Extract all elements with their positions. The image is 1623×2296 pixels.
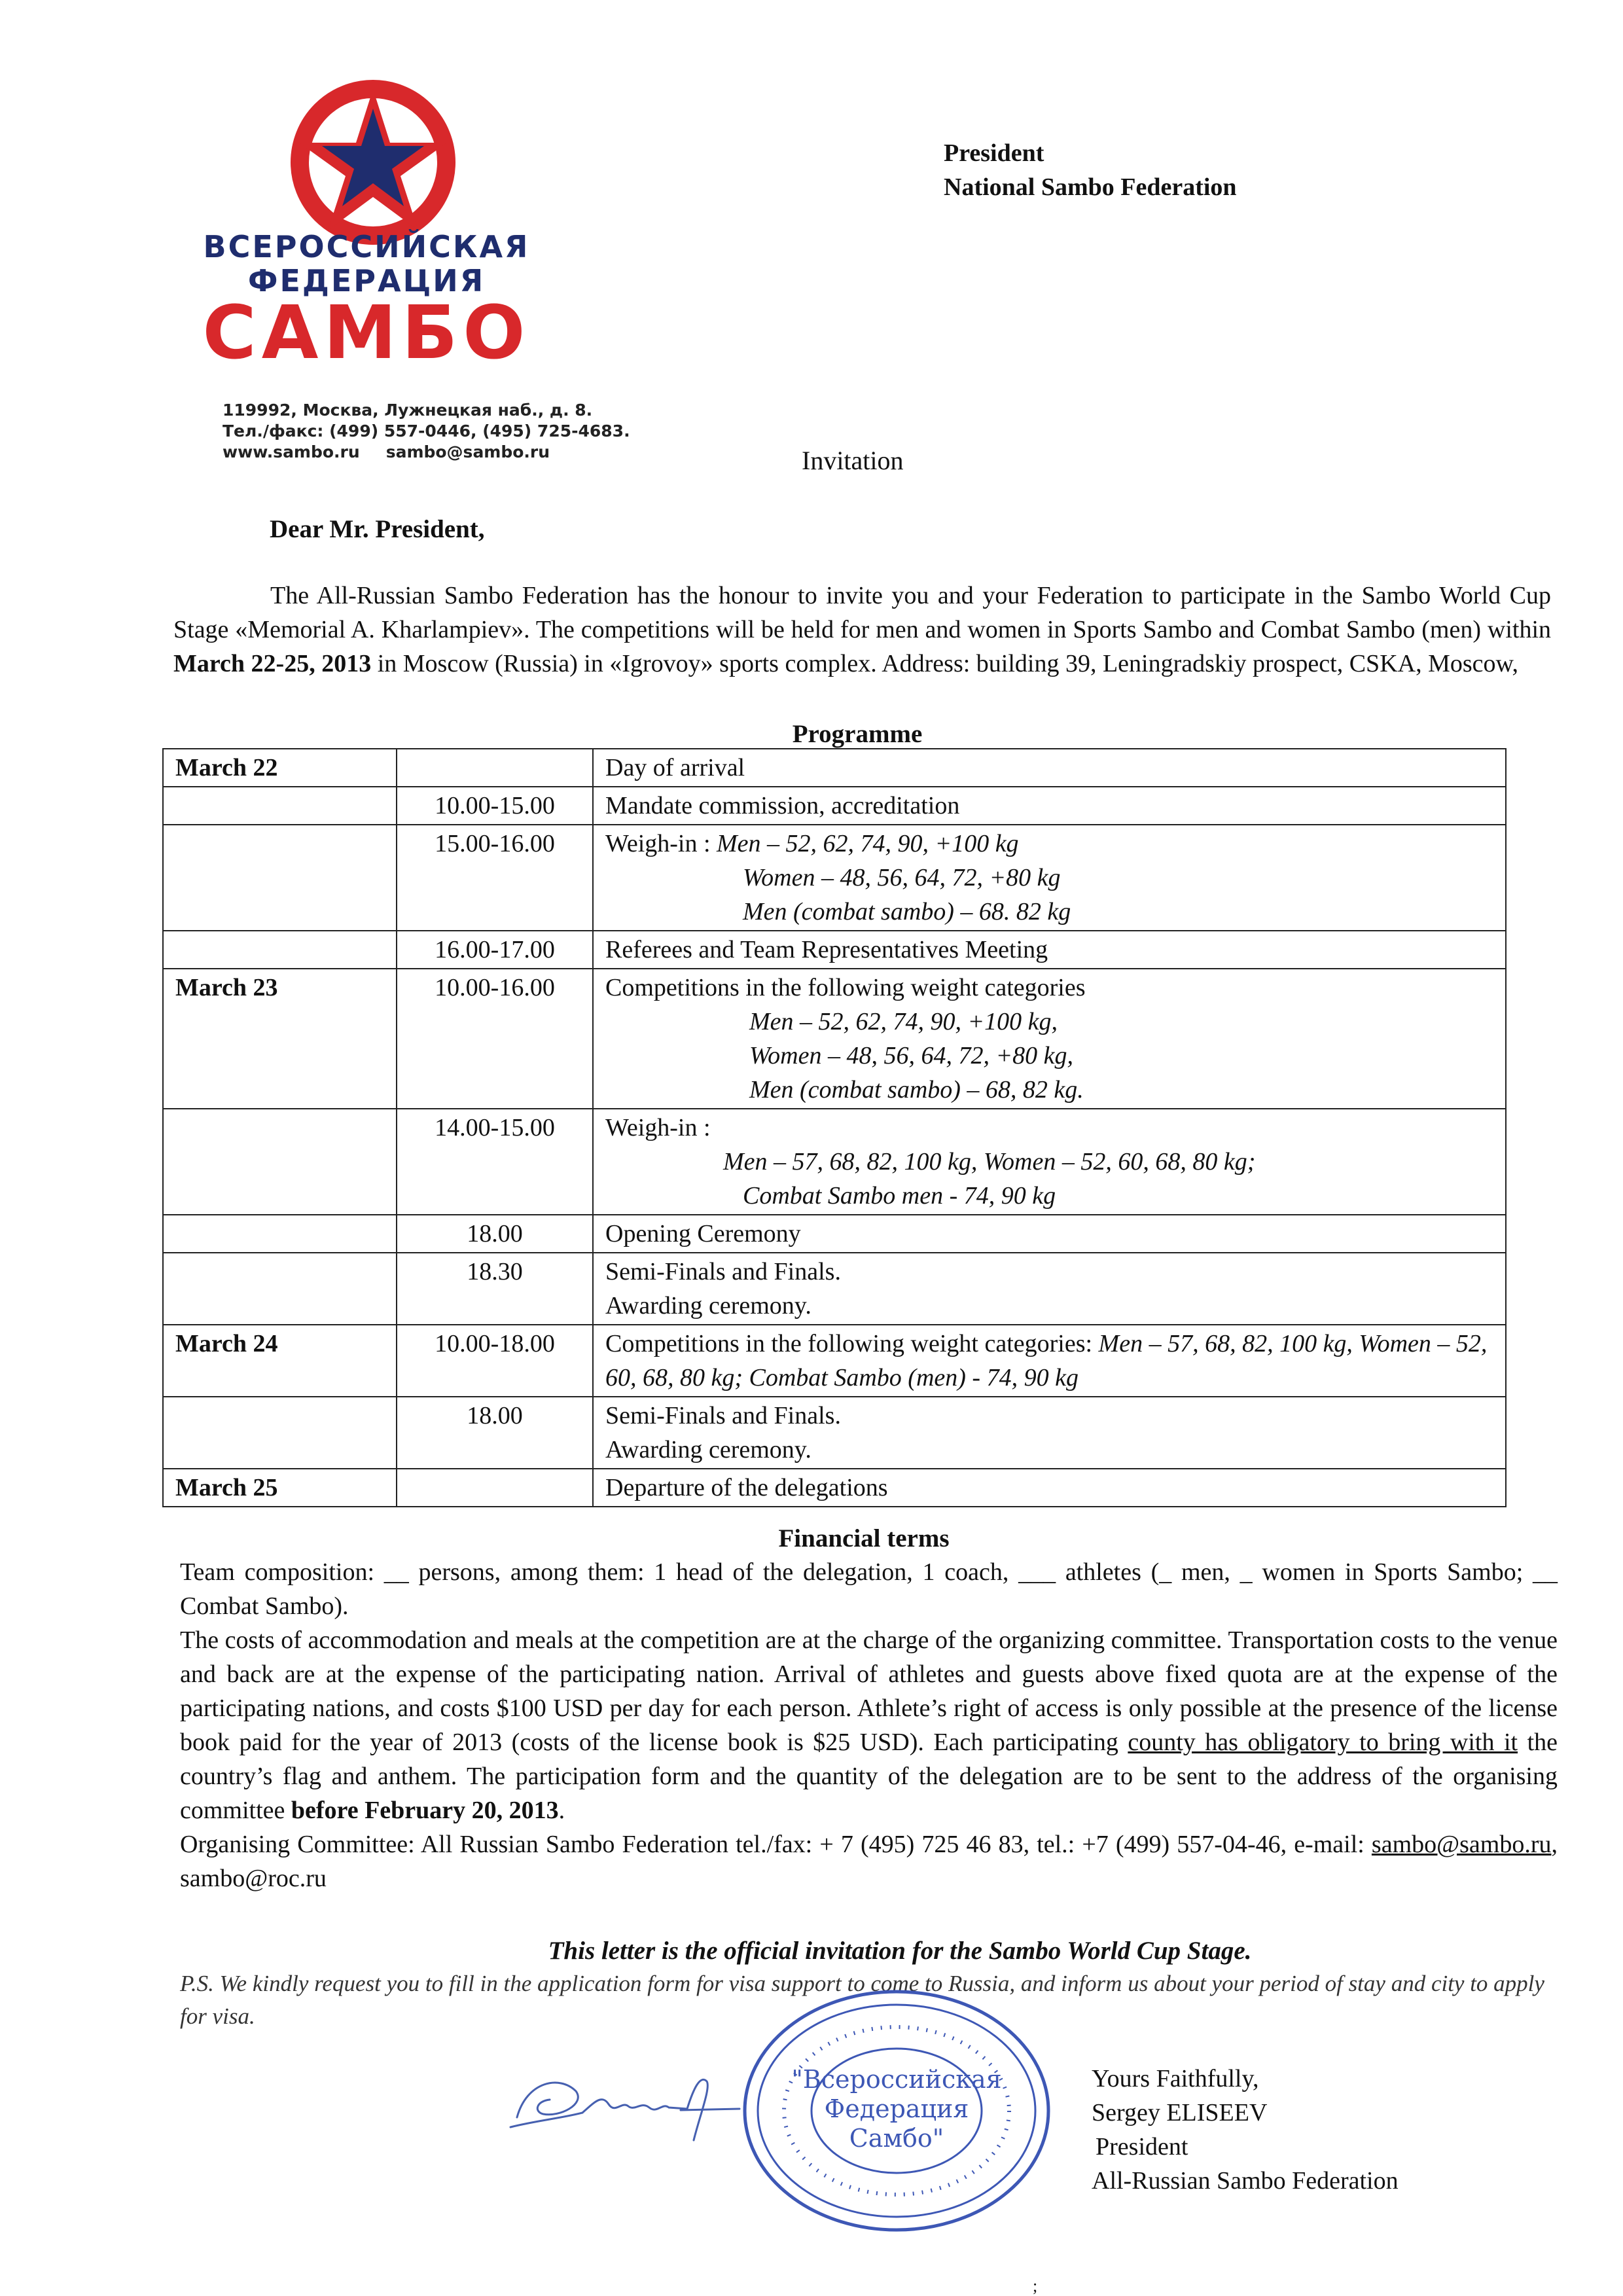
recipient-title: President (944, 139, 1044, 167)
day-cell (163, 1215, 397, 1253)
phone-line: Тел./факс: (499) 557-0446, (495) 725-4683. (223, 422, 630, 440)
event-detail: Men (combat sambo) – 68, 82 kg. (749, 1076, 1084, 1103)
table-row (163, 1215, 1506, 1253)
day-cell: March 23 (163, 969, 397, 1109)
day-cell: March 24 (163, 1325, 397, 1397)
event-dates: March 22-25, 2013 (173, 650, 372, 677)
sambo-logo-icon (288, 77, 458, 247)
signatory-name: Sergey ELISEEV (1092, 2099, 1268, 2126)
event-cell (593, 1253, 1506, 1325)
table-row (163, 1109, 1506, 1215)
federation-name-line1: ВСЕРОССИЙСКАЯ (203, 229, 530, 264)
address-line: 119992, Москва, Лужнецкая наб., д. 8. (223, 401, 593, 420)
event-label: Weigh-in : (605, 1114, 711, 1141)
time-cell: 18.00 (397, 1397, 593, 1469)
event-cell (593, 825, 1506, 931)
time-cell: 15.00-16.00 (397, 825, 593, 931)
costs-text-end: the country’s flag and anthem. The participation form and the quantity of the delegation are to be sent to the address of the organising committee (180, 1729, 1558, 1824)
costs-paragraph (180, 1623, 1558, 1827)
table-row (163, 1397, 1506, 1469)
recipient-block (944, 136, 1237, 204)
time-cell: 18.30 (397, 1253, 593, 1325)
time-cell: 10.00-18.00 (397, 1325, 593, 1397)
event-cell: Opening Ceremony (593, 1215, 1506, 1253)
event-detail: Men – 57, 68, 82, 100 kg, Women – 52, 60, 68, 80 kg; (723, 1148, 1256, 1175)
time-cell: 14.00-15.00 (397, 1109, 593, 1215)
recipient-organization: National Sambo Federation (944, 173, 1237, 201)
day-cell: March 25 (163, 1469, 397, 1507)
email-link[interactable]: sambo@sambo.ru (385, 442, 550, 461)
event-cell (593, 969, 1506, 1109)
event-label: Semi-Finals and Finals. (605, 1258, 841, 1285)
document-title: Invitation (802, 446, 904, 475)
event-detail: Men – 52, 62, 74, 90, +100 kg (717, 830, 1019, 857)
time-cell (397, 749, 593, 787)
website-link[interactable]: www.sambo.ru (223, 442, 360, 461)
programme-table (162, 748, 1507, 1507)
intro-paragraph (173, 579, 1551, 681)
intro-text-end: in Moscow (Russia) in «Igrovoy» sports complex. Address: building 39, Leningradskiy prospect, CSKA, Moscow, (371, 650, 1518, 677)
federation-name-sambo: САМБО (202, 291, 531, 376)
day-cell (163, 825, 397, 931)
deadline-text: before February 20, 2013 (291, 1797, 559, 1824)
day-cell (163, 1397, 397, 1469)
event-cell: Mandate commission, accreditation (593, 787, 1506, 825)
event-label: Weigh-in : (605, 830, 711, 857)
day-cell (163, 1253, 397, 1325)
day-cell (163, 931, 397, 969)
table-row (163, 931, 1506, 969)
time-cell: 16.00-17.00 (397, 931, 593, 969)
event-label: Competitions in the following weight categories: (605, 1330, 1099, 1357)
table-row (163, 749, 1506, 787)
event-cell (593, 1325, 1506, 1397)
time-cell: 18.00 (397, 1215, 593, 1253)
table-row (163, 825, 1506, 931)
event-label: Semi-Finals and Finals. (605, 1402, 841, 1429)
committee-email-link[interactable]: sambo@sambo.ru (1371, 1831, 1552, 1858)
intro-text: The All-Russian Sambo Federation has the honour to invite you and your Federation to participate in the Sambo World Cup Stage «Memorial A. Kharlampiev». The competitions will be held for men and women in Sports Sambo and Combat Sambo (men) within (173, 582, 1551, 643)
flag-requirement-text: county has obligatory to bring with it (1128, 1729, 1518, 1756)
event-label: Competitions in the following weight categories (605, 974, 1086, 1001)
event-cell: Departure of the delegations (593, 1469, 1506, 1507)
federation-seal-icon (733, 1983, 1060, 2238)
day-cell: March 22 (163, 749, 397, 787)
event-detail: Combat Sambo men - 74, 90 kg (743, 1182, 1056, 1210)
greeting: Dear Mr. President, (270, 515, 485, 543)
seal-text: "Всероссийская (791, 2065, 1002, 2094)
event-detail: Women – 48, 56, 64, 72, +80 kg (743, 864, 1061, 891)
time-cell: 10.00-15.00 (397, 787, 593, 825)
organising-committee-paragraph (180, 1827, 1558, 1895)
table-row (163, 787, 1506, 825)
official-invitation-statement: This letter is the official invitation for the Sambo World Cup Stage. (548, 1937, 1252, 1965)
signatory-organization: All-Russian Sambo Federation (1092, 2167, 1399, 2195)
federation-name-line2: ФЕДЕРАЦИЯ (247, 263, 486, 298)
costs-period: . (558, 1797, 565, 1824)
day-cell (163, 1109, 397, 1215)
event-detail: Men – 52, 62, 74, 90, +100 kg, (749, 1008, 1058, 1035)
table-row (163, 1253, 1506, 1325)
event-cell: Day of arrival (593, 749, 1506, 787)
table-row (163, 1469, 1506, 1507)
costs-text: The costs of accommodation and meals at the competition are at the charge of the organizing committee. Transportation costs to the venue and back are at the expense of the participating nation. Arrival of athletes and guests above fixed quota are at the expense of the participating nations, and costs $100 USD per day for each person. Athlete’s right of access is only possible at the presence of the license book paid for the year of 2013 (costs of the license book is $25 USD). Each participating (180, 1626, 1558, 1756)
postscript: P.S. We kindly request you to fill in the application form for visa support to come to Russia, and inform us about your period of stay and city to apply for visa. (180, 1971, 1544, 2029)
closing-salutation: Yours Faithfully, (1092, 2065, 1259, 2092)
event-label: Awarding ceremony. (605, 1436, 812, 1463)
event-detail: Women – 48, 56, 64, 72, +80 kg, (749, 1042, 1073, 1069)
event-cell: Referees and Team Representatives Meeting (593, 931, 1506, 969)
time-cell (397, 1469, 593, 1507)
event-cell (593, 1397, 1506, 1469)
seal-text: Федерация (824, 2094, 969, 2123)
closing-block (1092, 2062, 1399, 2198)
committee-email-second: , sambo@roc.ru (180, 1831, 1558, 1892)
event-detail: Men (combat sambo) – 68. 82 kg (743, 898, 1071, 925)
committee-contact-text: Organising Committee: All Russian Sambo Federation tel./fax: + 7 (495) 725 46 83, tel.: +7 (499) 557-04-46, e-mail: (180, 1831, 1372, 1858)
day-cell (163, 787, 397, 825)
programme-title: Programme (792, 720, 923, 748)
seal-text: Самбо" (849, 2124, 944, 2153)
financial-terms-title: Financial terms (778, 1524, 950, 1552)
web-contact-line (223, 442, 550, 461)
event-cell (593, 1109, 1506, 1215)
page-mark: ; (1033, 2276, 1038, 2295)
event-label: Awarding ceremony. (605, 1292, 812, 1319)
table-row (163, 969, 1506, 1109)
table-row (163, 1325, 1506, 1397)
handwritten-signature-icon (497, 2055, 746, 2147)
event-detail: Men – 57, 68, 82, 100 kg, Women – 52, 60, 68, 80 kg; Combat Sambo (men) - 74, 90 kg (605, 1330, 1488, 1391)
time-cell: 10.00-16.00 (397, 969, 593, 1109)
signatory-title: President (1096, 2133, 1188, 2161)
team-composition-paragraph: Team composition: __ persons, among them: 1 head of the delegation, 1 coach, ___ athletes (_ men, _ women in Sports Sambo; __ Combat Sambo). (180, 1558, 1558, 1620)
financial-terms-text (180, 1555, 1558, 1895)
